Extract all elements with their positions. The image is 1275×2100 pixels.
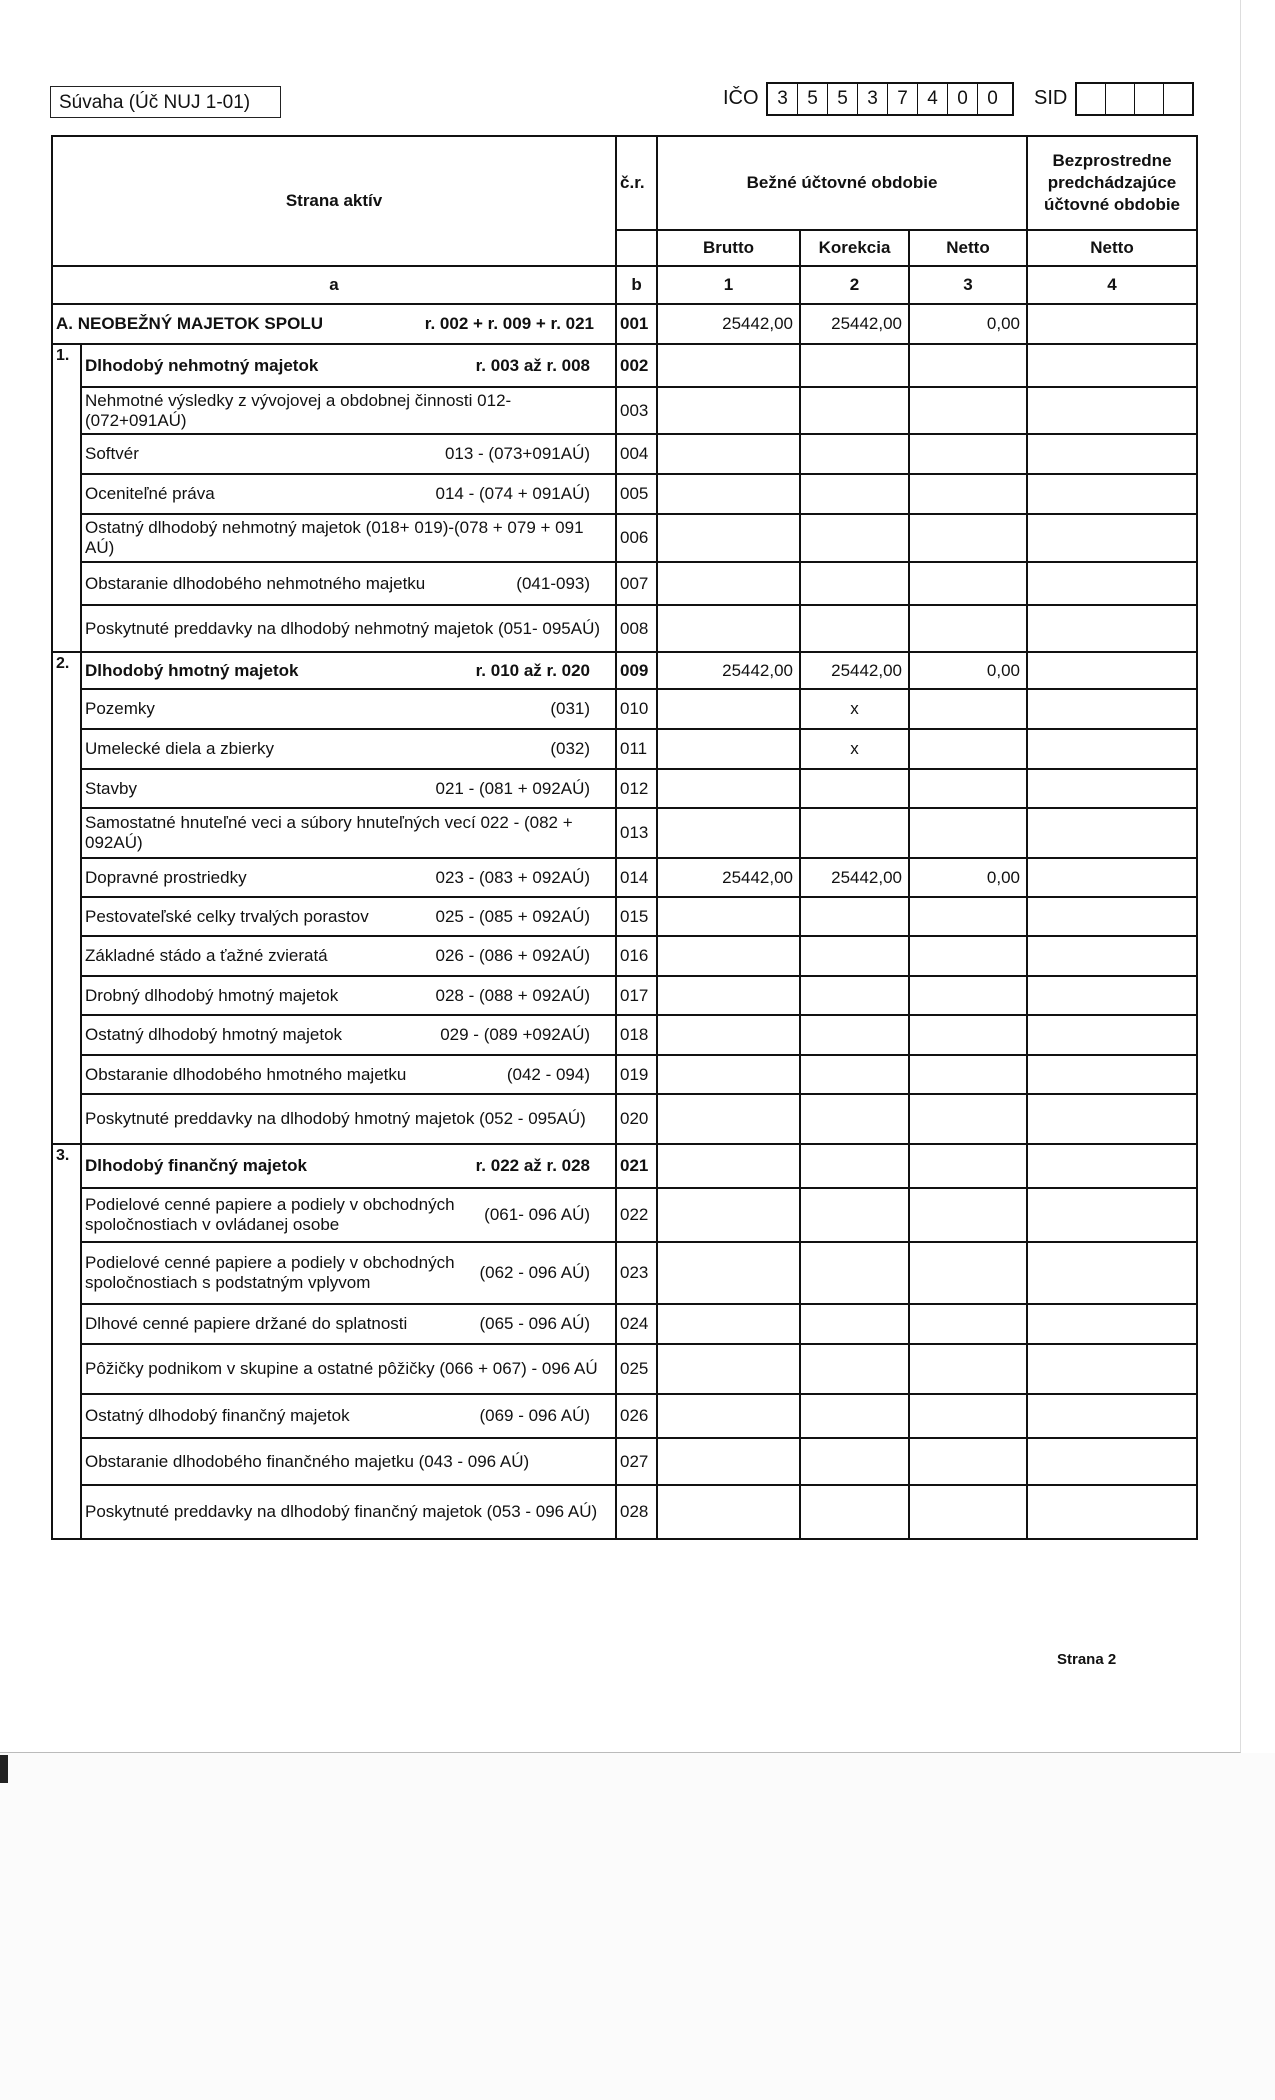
netto-prev-cell[interactable] [1027,1242,1197,1304]
col-3: 3 [909,266,1027,304]
brutto-cell[interactable] [657,729,800,769]
brutto-cell[interactable] [657,387,800,434]
brutto-cell[interactable] [657,1438,800,1485]
row-label-cell [81,387,616,434]
sid-box [1106,84,1135,114]
row-cr: 018 [616,1015,657,1055]
row-label: Obstaranie dlhodobého hmotného majetku [85,1064,407,1084]
row-cr: 020 [616,1094,657,1144]
netto-prev-cell[interactable] [1027,1015,1197,1055]
row-label: Podielové cenné papiere a podiely v obchodných spoločnostiach s podstatným vplyvom [85,1253,455,1292]
row-formula: (042 - 094) [506,1064,591,1084]
netto-prev-cell[interactable] [1027,1485,1197,1539]
row-label-cell [81,1485,616,1539]
row-label: Dlhové cenné papiere držané do splatnosti [85,1314,408,1333]
netto-prev-cell[interactable] [1027,434,1197,474]
brutto-cell[interactable] [657,434,800,474]
netto-cell[interactable] [909,936,1027,976]
netto-cell[interactable] [909,514,1027,562]
row-label: Obstaranie dlhodobého nehmotného majetku [85,573,426,593]
section-number: 3. [52,1144,81,1539]
header-cr-blank [616,230,657,266]
netto-prev-cell[interactable] [1027,1144,1197,1188]
row-formula: 029 - (089 +092AÚ) [440,1025,591,1044]
page-number: Strana 2 [1057,1651,1117,1668]
sid-box [1135,84,1164,114]
row-label-cell [81,1188,616,1242]
ico-digit: 5 [798,84,828,114]
section-number: 2. [52,652,81,1144]
table-row [52,434,1197,474]
row-formula: 026 - (086 + 092AÚ) [435,946,591,965]
row-label-cell [81,652,616,689]
table-row [52,562,1197,605]
row-formula: (031) [550,699,591,718]
table-row [52,1094,1197,1144]
netto-prev-cell[interactable] [1027,605,1197,652]
row-label: Nehmotné výsledky z vývojovej a obdobnej činnosti 012-(072+091AÚ) [85,390,512,430]
row-label-cell [81,976,616,1015]
brutto-cell[interactable] [657,344,800,387]
netto-cell[interactable] [909,344,1027,387]
korekcia-cell[interactable] [800,1144,909,1188]
netto-prev-cell[interactable] [1027,1438,1197,1485]
row-formula: 025 - (085 + 092AÚ) [435,906,591,926]
row-label-cell [81,1304,616,1344]
row-label: Poskytnuté preddavky na dlhodobý finančný majetok (053 - 096 AÚ) [85,1502,598,1521]
table-row [52,474,1197,514]
ico-digit: 7 [888,84,918,114]
row-label-cell [81,1094,616,1144]
header-netto: Netto [909,230,1027,266]
brutto-cell[interactable] [657,769,800,808]
table-row [52,387,1197,434]
row-cr: 025 [616,1344,657,1394]
netto-cell[interactable] [909,1242,1027,1304]
brutto-cell[interactable] [657,1015,800,1055]
header-cr: č.r. [616,136,657,230]
row-cr: 023 [616,1242,657,1304]
row-cr: 026 [616,1394,657,1438]
row-cr: 015 [616,897,657,936]
ico-digit: 0 [987,88,998,109]
header-bezne-obdobie: Bežné účtovné obdobie [657,136,1027,230]
sid-boxes [1075,82,1194,116]
korekcia-cell[interactable] [800,387,909,434]
netto-cell[interactable] [909,1394,1027,1438]
netto-prev-cell[interactable] [1027,897,1197,936]
row-label-cell [81,769,616,808]
brutto-cell[interactable] [657,897,800,936]
ico-digit: 3 [768,84,798,114]
brutto-cell[interactable] [657,976,800,1015]
row-formula: r. 002 + r. 009 + r. 021 [424,314,595,333]
korekcia-cell[interactable] [800,605,909,652]
table-row [52,605,1197,652]
netto-cell[interactable] [909,1055,1027,1094]
korekcia-cell[interactable]: x [800,729,909,769]
table-row [52,1394,1197,1438]
netto-prev-cell[interactable] [1027,808,1197,858]
col-2: 2 [800,266,909,304]
netto-cell[interactable] [909,1304,1027,1344]
brutto-cell[interactable] [657,605,800,652]
netto-prev-cell[interactable] [1027,769,1197,808]
korekcia-cell[interactable] [800,1394,909,1438]
netto-cell[interactable] [909,387,1027,434]
row-cr: 028 [616,1485,657,1539]
row-label: Pôžičky podnikom v skupine a ostatné pôžičky (066 + 067) - 096 AÚ [85,1359,598,1378]
row-label-cell [81,605,616,652]
netto-cell[interactable] [909,562,1027,605]
row-formula: (069 - 096 AÚ) [479,1406,591,1425]
netto-prev-cell[interactable] [1027,689,1197,729]
netto-prev-cell[interactable] [1027,304,1197,344]
row-formula: 023 - (083 + 092AÚ) [435,867,591,887]
brutto-cell[interactable] [657,1188,800,1242]
row-label: Pestovateľské celky trvalých porastov [85,906,369,926]
netto-prev-cell[interactable] [1027,936,1197,976]
scan-mark [0,1755,8,1783]
form-title: Súvaha (Úč NUJ 1-01) [50,86,281,118]
netto-cell[interactable] [909,729,1027,769]
netto-prev-cell[interactable] [1027,387,1197,434]
korekcia-cell[interactable]: x [800,689,909,729]
brutto-cell[interactable] [657,808,800,858]
table-row [52,514,1197,562]
brutto-cell[interactable] [657,689,800,729]
row-label-cell [81,1344,616,1394]
brutto-cell[interactable]: 25442,00 [657,858,800,897]
korekcia-cell[interactable] [800,936,909,976]
brutto-cell[interactable] [657,1144,800,1188]
brutto-cell[interactable] [657,1485,800,1539]
row-label: Softvér [85,444,139,463]
ico-digit: 3 [858,84,888,114]
row-label: Oceniteľné práva [85,484,215,503]
table-row [52,769,1197,808]
table-row [52,1015,1197,1055]
row-formula: 021 - (081 + 092AÚ) [435,778,591,798]
korekcia-cell[interactable] [800,808,909,858]
netto-cell[interactable] [909,976,1027,1015]
table-row [52,689,1197,729]
col-b: b [616,266,657,304]
col-1: 1 [657,266,800,304]
row-cr: 014 [616,858,657,897]
header-brutto: Brutto [657,230,800,266]
row-label: Ostatný dlhodobý nehmotný majetok (018+ 019)-(078 + 079 + 091 AÚ) [85,518,584,557]
row-formula: 013 - (073+091AÚ) [444,444,591,463]
netto-cell[interactable] [909,474,1027,514]
row-formula: (032) [550,739,591,758]
netto-prev-cell[interactable] [1027,474,1197,514]
row-label: Dlhodobý nehmotný majetok [85,355,319,375]
table-row [52,1144,1197,1188]
row-cr: 002 [616,344,657,387]
netto-cell[interactable]: 0,00 [909,304,1027,344]
brutto-cell[interactable] [657,1094,800,1144]
row-label: Samostatné hnuteľné veci a súbory hnuteľných vecí 022 - (082 + 092AÚ) [85,813,573,852]
brutto-cell[interactable]: 25442,00 [657,652,800,689]
brutto-cell[interactable] [657,474,800,514]
row-formula: 028 - (088 + 092AÚ) [435,985,591,1005]
korekcia-cell[interactable]: 25442,00 [800,652,909,689]
table-row [52,897,1197,936]
row-label-cell [81,1394,616,1438]
netto-prev-cell[interactable] [1027,1394,1197,1438]
row-cr: 022 [616,1188,657,1242]
next-page-area [0,1753,1275,2100]
row-label: Drobný dlhodobý hmotný majetok [85,985,339,1005]
col-4: 4 [1027,266,1197,304]
netto-cell[interactable]: 0,00 [909,652,1027,689]
header-predchadzajuce-obdobie: Bezprostredne predchádzajúce účtovné obdobie [1027,136,1197,230]
table-row [52,729,1197,769]
netto-prev-cell[interactable] [1027,652,1197,689]
row-label-cell [81,936,616,976]
row-label-cell [81,1438,616,1485]
netto-cell[interactable] [909,1188,1027,1242]
korekcia-cell[interactable] [800,1015,909,1055]
sid-box [1164,84,1192,114]
row-cr: 019 [616,1055,657,1094]
netto-prev-cell[interactable] [1027,1344,1197,1394]
row-label: Ostatný dlhodobý hmotný majetok [85,1025,343,1044]
brutto-cell[interactable] [657,1304,800,1344]
row-label: Obstaranie dlhodobého finančného majetku (043 - 096 AÚ) [85,1451,530,1471]
row-formula: (065 - 096 AÚ) [479,1314,591,1333]
table-row [52,1304,1197,1344]
korekcia-cell[interactable] [800,434,909,474]
netto-cell[interactable] [909,1438,1027,1485]
korekcia-cell[interactable]: 25442,00 [800,858,909,897]
row-cr: 012 [616,769,657,808]
row-cr: 005 [616,474,657,514]
row-formula: (062 - 096 AÚ) [479,1263,591,1282]
korekcia-cell[interactable] [800,769,909,808]
row-label: A. NEOBEŽNÝ MAJETOK SPOLU [56,314,323,333]
netto-prev-cell[interactable] [1027,344,1197,387]
ico-digit: 5 [828,84,858,114]
row-label: Poskytnuté preddavky na dlhodobý hmotný majetok (052 - 095AÚ) [85,1109,586,1128]
row-formula: (041-093) [516,573,591,593]
netto-cell[interactable] [909,897,1027,936]
netto-cell[interactable] [909,808,1027,858]
section-number: 1. [52,344,81,652]
row-cr: 011 [616,729,657,769]
table-row [52,1242,1197,1304]
row-label-cell [81,689,616,729]
row-cr: 007 [616,562,657,605]
ico-boxes [766,82,1014,116]
row-cr: 013 [616,808,657,858]
netto-cell[interactable] [909,1094,1027,1144]
col-a: a [52,266,616,304]
row-label-cell [81,808,616,858]
brutto-cell[interactable] [657,1344,800,1394]
table-row [52,652,1197,689]
row-label: Dopravné prostriedky [85,867,247,887]
header-strana-aktiv: Strana aktív [52,136,616,266]
netto-prev-cell[interactable] [1027,1188,1197,1242]
korekcia-cell[interactable] [800,514,909,562]
row-label-cell [81,1242,616,1304]
balance-sheet-table [51,135,1198,1540]
korekcia-cell[interactable]: 25442,00 [800,304,909,344]
netto-cell[interactable] [909,1015,1027,1055]
row-label: Základné stádo a ťažné zvieratá [85,946,328,965]
table-row-total [52,304,1197,344]
ico-label: IČO [723,87,759,109]
netto-prev-cell[interactable] [1027,976,1197,1015]
row-cr: 009 [616,652,657,689]
brutto-cell[interactable] [657,1242,800,1304]
netto-prev-cell[interactable] [1027,729,1197,769]
row-label: Dlhodobý finančný majetok [85,1156,307,1175]
korekcia-cell[interactable] [800,1485,909,1539]
netto-prev-cell[interactable] [1027,858,1197,897]
row-label-cell [81,434,616,474]
sid-label: SID [1034,87,1068,109]
korekcia-cell[interactable] [800,1344,909,1394]
row-label: Umelecké diela a zbierky [85,739,274,758]
row-cr: 017 [616,976,657,1015]
row-cr: 003 [616,387,657,434]
row-cr: 021 [616,1144,657,1188]
netto-cell[interactable] [909,434,1027,474]
row-label-cell [81,514,616,562]
row-label-cell [81,1055,616,1094]
korekcia-cell[interactable] [800,562,909,605]
table-row [52,808,1197,858]
row-label: Dlhodobý hmotný majetok [85,660,299,680]
row-formula: r. 003 až r. 008 [475,355,591,375]
korekcia-cell[interactable] [800,1304,909,1344]
korekcia-cell[interactable] [800,1188,909,1242]
netto-prev-cell[interactable] [1027,1055,1197,1094]
table-row [52,1055,1197,1094]
netto-cell[interactable] [909,689,1027,729]
brutto-cell[interactable] [657,936,800,976]
row-formula: r. 022 až r. 028 [475,1156,591,1175]
brutto-cell[interactable]: 25442,00 [657,304,800,344]
table-row [52,1485,1197,1539]
row-cr: 008 [616,605,657,652]
netto-prev-cell[interactable] [1027,514,1197,562]
row-label-cell [81,858,616,897]
netto-prev-cell[interactable] [1027,562,1197,605]
netto-cell[interactable] [909,1485,1027,1539]
row-label-cell [81,562,616,605]
brutto-cell[interactable] [657,514,800,562]
ico-digit: 4 [918,84,948,114]
row-cr: 004 [616,434,657,474]
row-formula: (061- 096 AÚ) [484,1205,591,1224]
header-netto-prev: Netto [1027,230,1197,266]
row-cr: 010 [616,689,657,729]
row-cr: 027 [616,1438,657,1485]
row-cr: 006 [616,514,657,562]
netto-cell[interactable] [909,1344,1027,1394]
row-label-cell [81,1015,616,1055]
brutto-cell[interactable] [657,562,800,605]
korekcia-cell[interactable] [800,897,909,936]
table-row [52,1188,1197,1242]
korekcia-cell[interactable] [800,1055,909,1094]
sid-box [1077,84,1106,114]
korekcia-cell[interactable] [800,1438,909,1485]
row-label-cell [81,897,616,936]
korekcia-cell[interactable] [800,344,909,387]
netto-cell[interactable] [909,1144,1027,1188]
row-label-cell [81,1144,616,1188]
row-label: Podielové cenné papiere a podiely v obchodných spoločnostiach v ovládanej osobe [85,1195,455,1234]
table-row [52,1438,1197,1485]
row-label-cell [81,729,616,769]
netto-cell[interactable]: 0,00 [909,858,1027,897]
total-label-cell [52,304,616,344]
netto-prev-cell[interactable] [1027,1094,1197,1144]
row-label: Ostatný dlhodobý finančný majetok [85,1406,350,1425]
row-cr: 001 [616,304,657,344]
netto-prev-cell[interactable] [1027,1304,1197,1344]
row-formula: r. 010 až r. 020 [475,660,591,680]
row-formula: 014 - (074 + 091AÚ) [435,484,591,503]
ico-digit: 0 [948,84,978,114]
table-row [52,344,1197,387]
row-label-cell [81,474,616,514]
korekcia-cell[interactable] [800,1242,909,1304]
korekcia-cell[interactable] [800,474,909,514]
row-cr: 024 [616,1304,657,1344]
brutto-cell[interactable] [657,1394,800,1438]
header-korekcia: Korekcia [800,230,909,266]
netto-cell[interactable] [909,605,1027,652]
netto-cell[interactable] [909,769,1027,808]
table-row [52,976,1197,1015]
row-label: Poskytnuté preddavky na dlhodobý nehmotný majetok (051- 095AÚ) [85,618,601,638]
table-row [52,858,1197,897]
korekcia-cell[interactable] [800,1094,909,1144]
brutto-cell[interactable] [657,1055,800,1094]
korekcia-cell[interactable] [800,976,909,1015]
row-label: Stavby [85,778,137,798]
row-label-cell [81,344,616,387]
row-cr: 016 [616,936,657,976]
table-row [52,1344,1197,1394]
table-row [52,936,1197,976]
row-label: Pozemky [85,699,155,718]
